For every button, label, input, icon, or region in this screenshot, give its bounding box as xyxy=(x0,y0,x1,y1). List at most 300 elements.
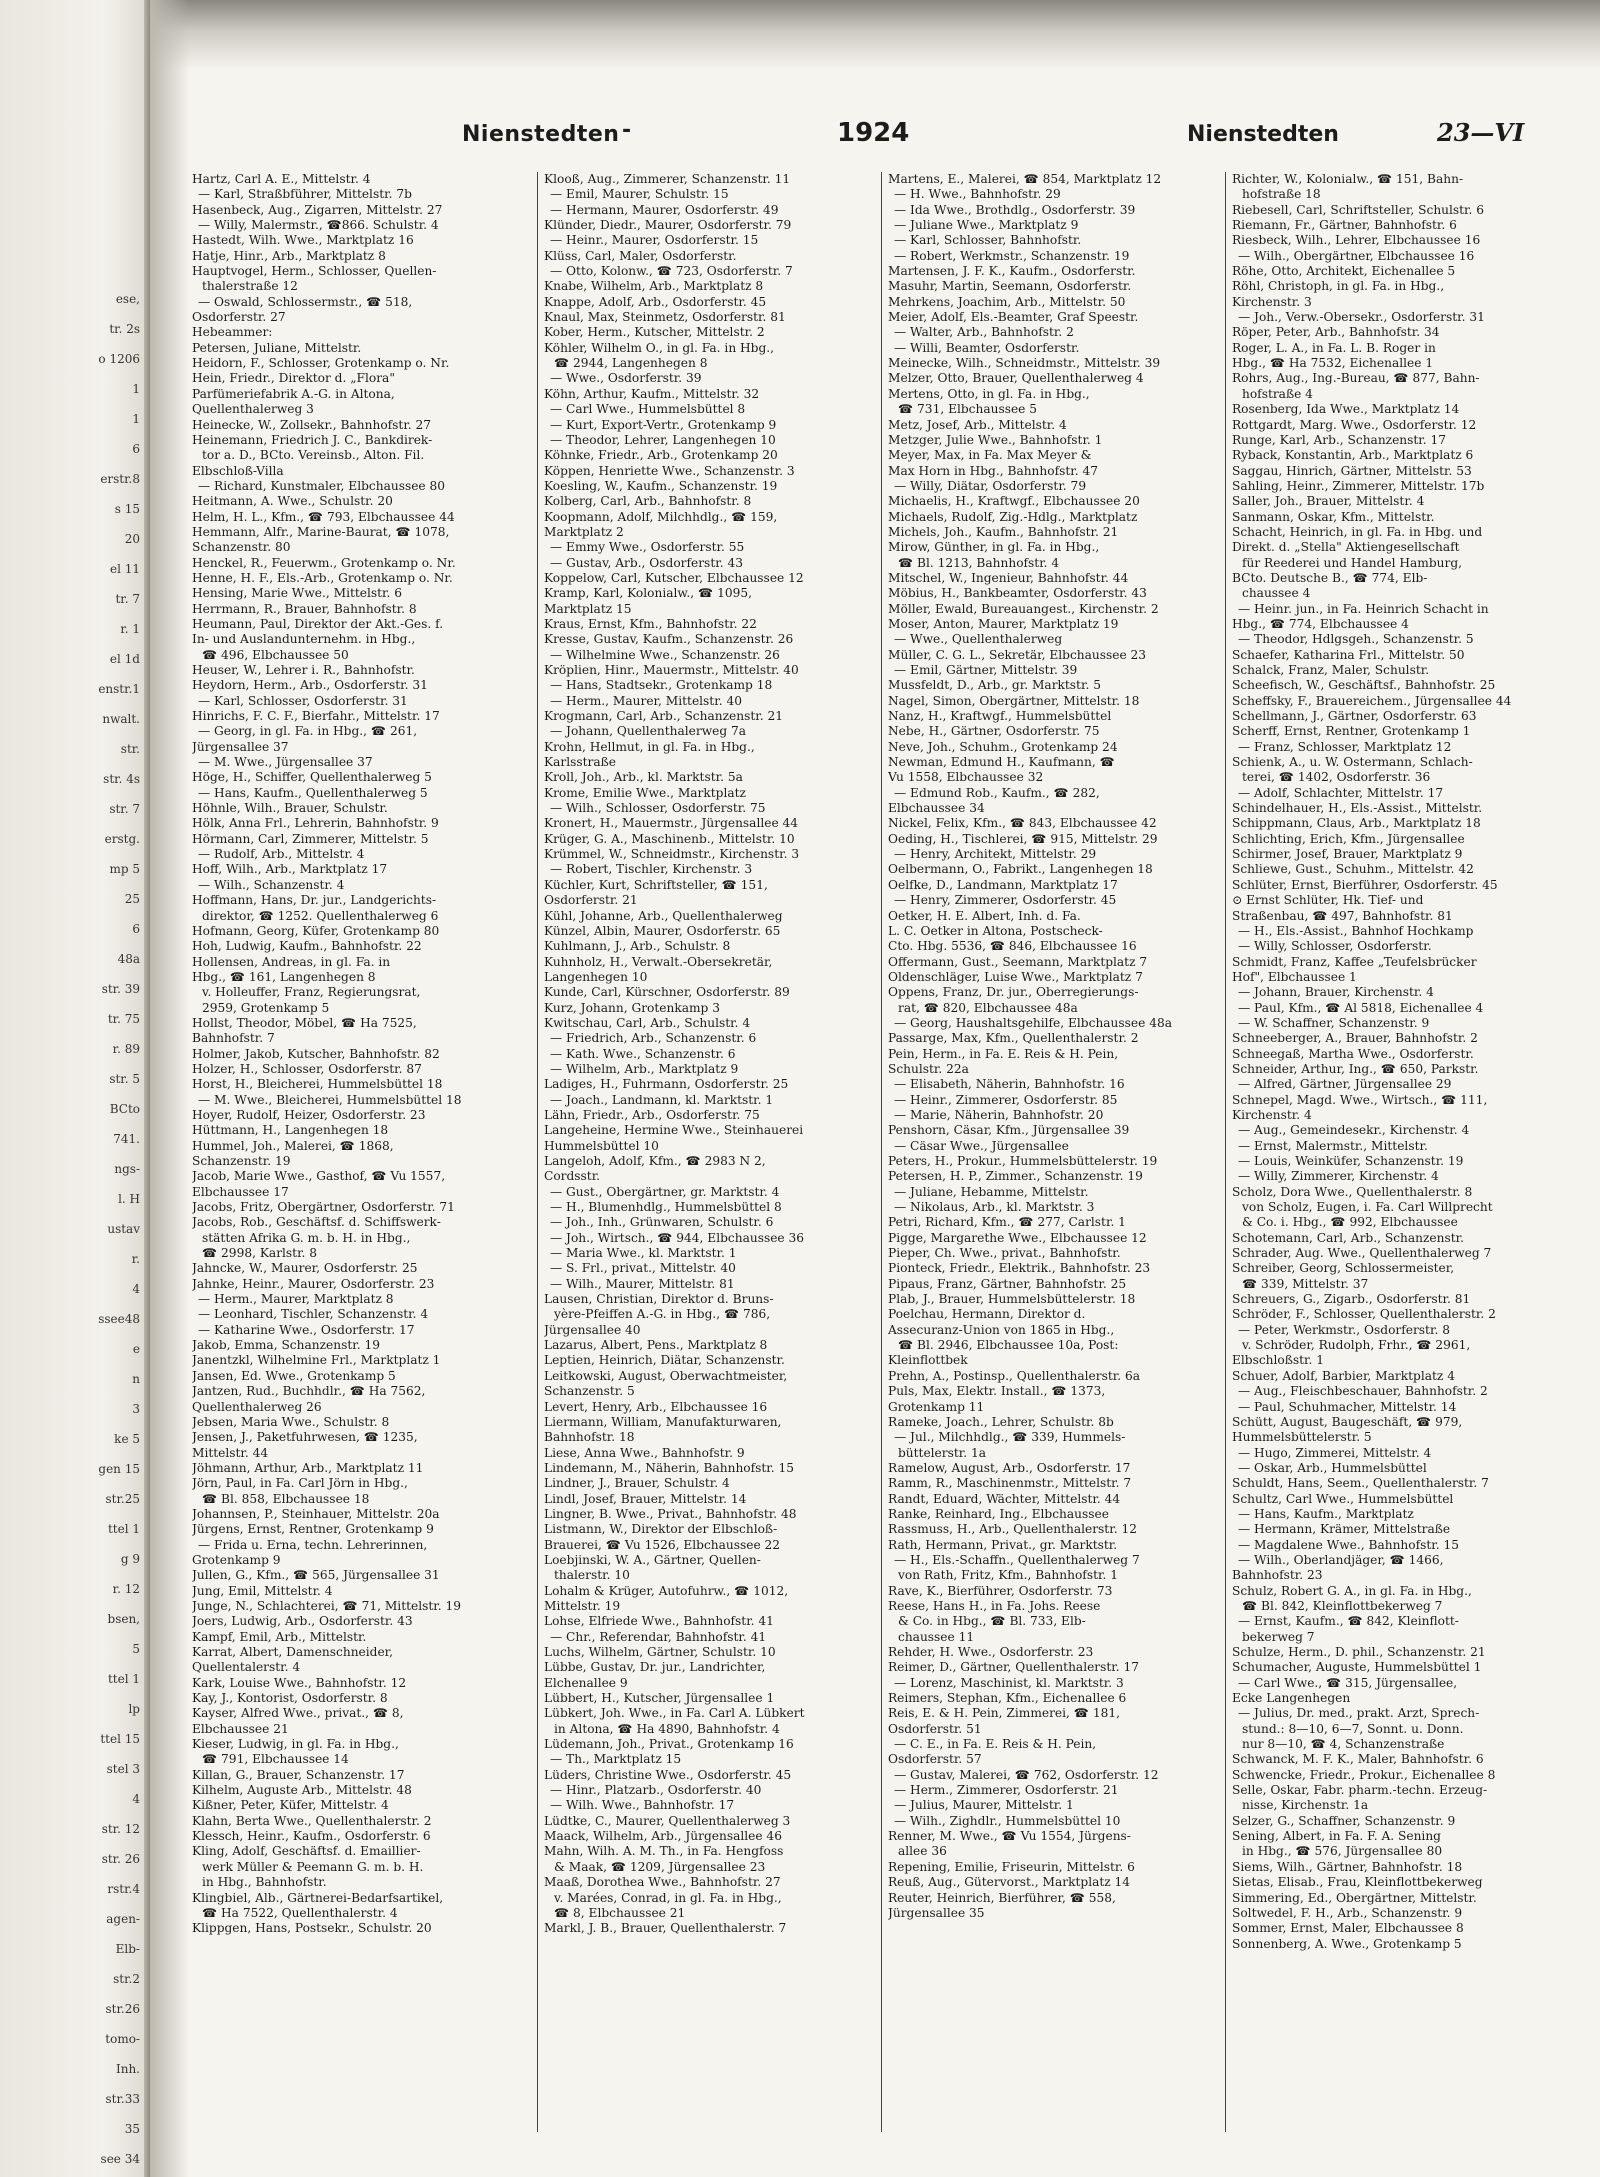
directory-entry: Schütt, August, Baugeschäft, ☎ 979, xyxy=(1232,1414,1463,1429)
directory-entry: Rosenberg, Ida Wwe., Marktplatz 14 xyxy=(1232,402,1460,417)
directory-columns xyxy=(192,172,1562,2142)
directory-entry: — Gustav, Arb., Osdorferstr. 43 xyxy=(550,555,743,570)
directory-entry: Klahn, Berta Wwe., Quellenthalerstr. 2 xyxy=(192,1813,432,1828)
directory-entry: — Juliane Wwe., Marktplatz 9 xyxy=(894,218,1079,233)
directory-entry: Michaels, Rudolf, Zig.-Hdlg., Marktplatz xyxy=(888,509,1138,524)
adjacent-page-fragment: agen- xyxy=(106,1912,140,1926)
directory-entry: — Paul, Kfm., ☎ Al 5818, Eichenallee 4 xyxy=(1238,1000,1484,1015)
directory-entry: Jürgens, Ernst, Rentner, Grotenkamp 9 xyxy=(192,1522,434,1537)
adjacent-page-fragment: 3 xyxy=(132,1402,140,1416)
directory-entry: Kirchenstr. 4 xyxy=(1232,1107,1312,1122)
directory-entry: Killan, G., Brauer, Schanzenstr. 17 xyxy=(192,1767,405,1782)
directory-entry: Kroll, Joh., Arb., kl. Marktstr. 5a xyxy=(544,770,743,785)
directory-entry: — H., Els.-Schaffn., Quellenthalerweg 7 xyxy=(894,1552,1140,1567)
directory-entry: Marktplatz 2 xyxy=(544,524,624,539)
directory-entry: Masuhr, Martin, Seemann, Osdorferstr. xyxy=(888,279,1132,294)
directory-entry: Koppelow, Carl, Kutscher, Elbchaussee 12 xyxy=(544,570,804,585)
directory-entry: Peters, H., Prokur., Hummelsbüttelerstr. 19 xyxy=(888,1154,1158,1168)
directory-entry: Kronert, H., Mauermstr., Jürgensallee 44 xyxy=(544,816,799,831)
entry-continuation: v. Marées, Conrad, in gl. Fa. in Hbg., xyxy=(554,1890,782,1905)
directory-entry: — Magdalene Wwe., Bahnhofstr. 15 xyxy=(1238,1537,1460,1552)
directory-entry: — Willy, Zimmerer, Kirchenstr. 4 xyxy=(1238,1169,1439,1184)
directory-entry: — Wilh., Schanzenstr. 4 xyxy=(198,877,345,892)
directory-entry: Direkt. d. „Stella" Aktiengesellschaft xyxy=(1232,540,1460,555)
entry-continuation: stund.: 8—10, 6—7, Sonnt. u. Donn. xyxy=(1242,1721,1464,1736)
running-head-dash: - xyxy=(622,118,632,143)
directory-entry: Meier, Adolf, Els.-Beamter, Graf Speestr. xyxy=(888,310,1139,325)
directory-entry: Cto. Hbg. 5536, ☎ 846, Elbchaussee 16 xyxy=(888,939,1137,954)
directory-entry: — Wwe., Osdorferstr. 39 xyxy=(550,371,702,386)
directory-entry: — Wilh., Maurer, Mittelstr. 81 xyxy=(550,1276,735,1291)
entry-continuation: ☎ Bl. 858, Elbchaussee 18 xyxy=(202,1491,370,1506)
directory-entry: Künzel, Albin, Maurer, Osdorferstr. 65 xyxy=(544,923,781,938)
directory-entry: — Hans, Stadtsekr., Grotenkamp 18 xyxy=(550,678,773,693)
entry-continuation: & Co. in Hbg., ☎ Bl. 733, Elb- xyxy=(898,1614,1086,1629)
directory-entry: Oelbermann, O., Fabrikt., Langenhegen 18 xyxy=(888,862,1153,877)
directory-entry: Schnepel, Magd. Wwe., Wirtsch., ☎ 111, xyxy=(1232,1092,1488,1107)
directory-entry: Hastedt, Wilh. Wwe., Marktplatz 16 xyxy=(192,233,414,248)
directory-entry: Kurz, Johann, Grotenkamp 3 xyxy=(544,1000,720,1015)
directory-entry: Saggau, Hinrich, Gärtner, Mittelstr. 53 xyxy=(1232,463,1472,478)
directory-entry: Schlichting, Erich, Kfm., Jürgensallee xyxy=(1232,831,1465,846)
directory-entry: — Ernst, Kaufm., ☎ 842, Kleinflott- xyxy=(1238,1614,1459,1629)
directory-entry: Luchs, Wilhelm, Gärtner, Schulstr. 10 xyxy=(544,1645,776,1659)
directory-entry: — Nikolaus, Arb., kl. Marktstr. 3 xyxy=(894,1200,1095,1215)
directory-entry: Helm, H. L., Kfm., ☎ 793, Elbchaussee 44 xyxy=(192,509,455,524)
directory-entry: Krohn, Hellmut, in gl. Fa. in Hbg., xyxy=(544,739,755,754)
directory-entry: — Wilhelmine Wwe., Schanzenstr. 26 xyxy=(550,647,780,662)
adjacent-page-fragment: str. 39 xyxy=(101,982,140,996)
directory-entry: Jansen, Ed. Wwe., Grotenkamp 5 xyxy=(192,1368,396,1383)
directory-column-1 xyxy=(192,172,520,2142)
entry-continuation: tor a. D., BCto. Vereinsb., Alton. Fil. xyxy=(202,448,425,463)
directory-entry: Schanzenstr. 5 xyxy=(544,1384,635,1399)
directory-entry: — Aug., Fleischbeschauer, Bahnhofstr. 2 xyxy=(1238,1384,1488,1399)
entry-continuation: thalerstraße 12 xyxy=(202,279,298,294)
entry-continuation: werk Müller & Peemann G. m. b. H. xyxy=(202,1859,424,1874)
directory-entry: — W. Schaffner, Schanzenstr. 9 xyxy=(1238,1015,1430,1030)
directory-entry: Hummelsbüttelerstr. 5 xyxy=(1232,1430,1372,1445)
adjacent-page-fragment: el 1d xyxy=(109,652,140,666)
directory-entry: — Maria Wwe., kl. Marktstr. 1 xyxy=(550,1246,737,1261)
adjacent-page-fragment: tr. 2s xyxy=(109,322,140,336)
directory-entry: — Wilh., Oberlandjäger, ☎ 1466, xyxy=(1238,1552,1444,1567)
directory-entry: — Johann, Quellenthalerweg 7a xyxy=(550,724,747,739)
directory-entry: Straßenbau, ☎ 497, Bahnhofstr. 81 xyxy=(1232,908,1453,923)
directory-entry: Jörn, Paul, in Fa. Carl Jörn in Hbg., xyxy=(192,1476,408,1491)
adjacent-page-fragment: lp xyxy=(128,1702,140,1716)
directory-entry: — Wilhelm, Arb., Marktplatz 9 xyxy=(550,1061,739,1076)
directory-entry: — Hermann, Krämer, Mittelstraße xyxy=(1238,1522,1451,1537)
directory-entry: Kober, Herm., Kutscher, Mittelstr. 2 xyxy=(544,325,765,340)
directory-entry: Schneeberger, A., Brauer, Bahnhofstr. 2 xyxy=(1232,1031,1478,1046)
directory-entry: — Hugo, Zimmerei, Mittelstr. 4 xyxy=(1238,1445,1432,1460)
directory-entry: Herrmann, R., Brauer, Bahnhofstr. 8 xyxy=(192,601,417,616)
directory-entry: Ramm, R., Maschinenmstr., Mittelstr. 7 xyxy=(888,1476,1132,1491)
directory-entry: Prehn, A., Postinsp., Quellenthalerstr. 6a xyxy=(888,1368,1140,1383)
directory-entry: — Herm., Zimmerer, Osdorferstr. 21 xyxy=(894,1783,1119,1798)
directory-entry: Oppens, Franz, Dr. jur., Oberregierungs- xyxy=(888,985,1139,1000)
directory-entry: Hein, Friedr., Direktor d. „Flora" xyxy=(192,371,395,386)
running-head-left: Nienstedten xyxy=(462,122,620,147)
directory-entry: Sietas, Elisab., Frau, Kleinflottbekerweg xyxy=(1232,1875,1483,1890)
directory-entry: Schreuers, G., Zigarb., Osdorferstr. 81 xyxy=(1232,1292,1471,1307)
directory-entry: Selzer, G., Schaffner, Schanzenstr. 9 xyxy=(1232,1813,1456,1828)
adjacent-page-fragment: erstr.8 xyxy=(100,472,140,486)
running-head-right: Nienstedten xyxy=(1187,122,1339,147)
directory-entry: Küchler, Kurt, Schriftsteller, ☎ 151, xyxy=(544,877,768,892)
adjacent-page-fragment: ssee48 xyxy=(98,1312,140,1326)
directory-entry: Koesling, W., Kaufm., Schanzenstr. 19 xyxy=(544,478,778,493)
directory-entry: Osdorferstr. 57 xyxy=(888,1752,982,1767)
adjacent-page-fragment: 20 xyxy=(124,532,140,546)
adjacent-page-fragment: nwalt. xyxy=(102,712,140,726)
directory-entry: Schienk, A., u. W. Ostermann, Schlach- xyxy=(1232,755,1473,770)
directory-entry: Johannsen, P., Steinhauer, Mittelstr. 20a xyxy=(192,1506,440,1521)
directory-entry: — Georg, in gl. Fa. in Hbg., ☎ 261, xyxy=(198,724,418,739)
directory-entry: — Cäsar Wwe., Jürgensallee xyxy=(894,1138,1069,1153)
directory-entry: Hartz, Carl A. E., Mittelstr. 4 xyxy=(192,172,371,186)
directory-entry: Jebsen, Maria Wwe., Schulstr. 8 xyxy=(192,1414,390,1429)
directory-entry: Hummel, Joh., Malerei, ☎ 1868, xyxy=(192,1138,394,1153)
directory-entry: Rehder, H. Wwe., Osdorferstr. 23 xyxy=(888,1645,1094,1659)
directory-entry: Klessch, Heinr., Kaufm., Osdorferstr. 6 xyxy=(192,1829,431,1844)
directory-entry: Scherff, Ernst, Rentner, Grotenkamp 1 xyxy=(1232,724,1471,739)
directory-entry: Lohse, Elfriede Wwe., Bahnhofstr. 41 xyxy=(544,1614,774,1629)
adjacent-page-fragment: ngs- xyxy=(114,1162,140,1176)
directory-entry: Heinecke, W., Zollsekr., Bahnhofstr. 27 xyxy=(192,417,432,432)
directory-entry: Lazarus, Albert, Pens., Marktplatz 8 xyxy=(544,1338,768,1353)
directory-entry: Poelchau, Hermann, Direktor d. xyxy=(888,1307,1086,1322)
directory-entry: Jahncke, W., Maurer, Osdorferstr. 25 xyxy=(192,1261,418,1276)
directory-entry: Klooß, Aug., Zimmerer, Schanzenstr. 11 xyxy=(544,172,791,186)
entry-continuation: ☎ 2998, Karlstr. 8 xyxy=(202,1246,318,1261)
directory-entry: Vu 1558, Elbchaussee 32 xyxy=(888,770,1044,785)
directory-entry: — Leonhard, Tischler, Schanzenstr. 4 xyxy=(198,1307,429,1322)
directory-entry: Soltwedel, F. H., Arb., Schanzenstr. 9 xyxy=(1232,1905,1463,1920)
directory-entry: Markl, J. B., Brauer, Quellenthalerstr. 7 xyxy=(544,1921,787,1936)
directory-entry: Martens, E., Malerei, ☎ 854, Marktplatz 12 xyxy=(888,172,1162,186)
directory-entry: — Henry, Zimmerer, Osdorferstr. 45 xyxy=(894,893,1117,908)
entry-continuation: ☎ 339, Mittelstr. 37 xyxy=(1242,1276,1369,1291)
entry-continuation: thalerstr. 10 xyxy=(554,1568,630,1583)
directory-entry: Oetker, H. E. Albert, Inh. d. Fa. xyxy=(888,908,1081,923)
directory-entry: Jahnke, Heinr., Maurer, Osdorferstr. 23 xyxy=(192,1276,435,1291)
directory-entry: Lübbe, Gustav, Dr. jur., Landrichter, xyxy=(544,1660,766,1675)
directory-entry: Hollst, Theodor, Möbel, ☎ Ha 7525, xyxy=(192,1015,417,1030)
directory-entry: Ranke, Reinhard, Ing., Elbchaussee xyxy=(888,1506,1109,1521)
directory-entry: Schreiber, Georg, Schlossermeister, xyxy=(1232,1261,1455,1276)
directory-entry: Schlüter, Ernst, Bierführer, Osdorferstr. 45 xyxy=(1232,877,1498,892)
directory-entry: Michels, Joh., Kaufm., Bahnhofstr. 21 xyxy=(888,524,1119,539)
directory-entry: Lingner, B. Wwe., Privat., Bahnhofstr. 48 xyxy=(544,1506,797,1521)
directory-entry: Schulstr. 22a xyxy=(888,1061,969,1076)
adjacent-page-fragment: mp 5 xyxy=(109,862,140,876)
directory-entry: Pieper, Ch. Wwe., privat., Bahnhofstr. xyxy=(888,1246,1121,1261)
entry-continuation: in Hbg., Bahnhofstr. xyxy=(202,1875,327,1890)
directory-entry: Müller, C. G. L., Sekretär, Elbchaussee 23 xyxy=(888,647,1147,662)
directory-entry: Knappe, Adolf, Arb., Osdorferstr. 45 xyxy=(544,294,767,309)
adjacent-page-fragment: str. 5 xyxy=(109,1072,140,1086)
adjacent-page-fragment: str. 4s xyxy=(103,772,140,786)
entry-continuation: nisse, Kirchenstr. 1a xyxy=(1242,1798,1369,1813)
entry-continuation: nur 8—10, ☎ 4, Schanzenstraße xyxy=(1242,1737,1445,1752)
directory-entry: Lindner, J., Brauer, Schulstr. 4 xyxy=(544,1476,730,1491)
directory-entry: — Hans, Kaufm., Quellenthalerweg 5 xyxy=(198,785,428,800)
directory-entry: Hbg., ☎ 161, Langenhegen 8 xyxy=(192,969,376,984)
adjacent-page-fragment: rstr.4 xyxy=(107,1882,140,1896)
directory-entry: — Herm., Maurer, Marktplatz 8 xyxy=(198,1292,394,1307)
directory-entry: Jullen, G., Kfm., ☎ 565, Jürgensallee 31 xyxy=(192,1568,440,1583)
directory-entry: Heumann, Paul, Direktor der Akt.-Ges. f. xyxy=(192,616,444,631)
directory-entry: Newman, Edmund H., Kaufmann, ☎ xyxy=(888,755,1115,770)
directory-entry: Schippmann, Claus, Arb., Marktplatz 18 xyxy=(1232,816,1481,831)
adjacent-page-fragment: str. xyxy=(120,742,140,756)
directory-entry: — Carl Wwe., ☎ 315, Jürgensallee, xyxy=(1238,1675,1458,1690)
adjacent-page-fragment: str.2 xyxy=(113,1972,140,1986)
directory-entry: — Karl, Straßbführer, Mittelstr. 7b xyxy=(198,187,412,202)
directory-entry: Jürgensallee 35 xyxy=(888,1905,985,1920)
directory-entry: Holmer, Jakob, Kutscher, Bahnhofstr. 82 xyxy=(192,1046,440,1061)
directory-entry: Nanz, H., Kraftwgf., Hummelsbüttel xyxy=(888,709,1112,724)
directory-entry: — Emil, Gärtner, Mittelstr. 39 xyxy=(894,663,1078,677)
directory-entry: Schmidt, Franz, Kaffee „Teufelsbrücker xyxy=(1232,954,1477,969)
directory-entry: Levert, Henry, Arb., Elbchaussee 16 xyxy=(544,1399,768,1414)
directory-column-3 xyxy=(888,172,1216,2142)
directory-entry: Kay, J., Kontorist, Osdorferstr. 8 xyxy=(192,1691,388,1706)
directory-entry: Neve, Joh., Schuhm., Grotenkamp 24 xyxy=(888,739,1118,754)
adjacent-page-fragment: ustav xyxy=(107,1222,140,1236)
directory-entry: — Edmund Rob., Kaufm., ☎ 282, xyxy=(894,785,1100,800)
directory-entry: Höge, H., Schiffer, Quellenthalerweg 5 xyxy=(192,770,432,785)
directory-entry: Heidorn, F., Schlosser, Grotenkamp o. Nr. xyxy=(192,356,450,371)
directory-entry: — Herm., Maurer, Mittelstr. 40 xyxy=(550,693,742,708)
entry-continuation: ☎ 8, Elbchaussee 21 xyxy=(554,1905,686,1920)
directory-entry: — Joh., Verw.-Obersekr., Osdorferstr. 31 xyxy=(1238,310,1485,325)
adjacent-page-fragment: s 15 xyxy=(114,502,140,516)
directory-entry: Reimers, Stephan, Kfm., Eichenallee 6 xyxy=(888,1691,1127,1706)
directory-entry: — Henry, Architekt, Mittelstr. 29 xyxy=(894,847,1097,862)
directory-entry: — Hinr., Platzarb., Osdorferstr. 40 xyxy=(550,1783,762,1798)
adjacent-page-fragment: 25 xyxy=(124,892,140,906)
entry-continuation: ☎ Bl. 2946, Elbchaussee 10a, Post: xyxy=(898,1338,1119,1353)
directory-entry: — Hermann, Maurer, Osdorferstr. 49 xyxy=(550,202,779,217)
directory-entry: Röhl, Christoph, in gl. Fa. in Hbg., xyxy=(1232,279,1445,294)
directory-entry: — Ida Wwe., Brothdlg., Osdorferstr. 39 xyxy=(894,202,1136,217)
entry-continuation: ☎ 496, Elbchaussee 50 xyxy=(202,647,349,662)
directory-entry: Jakob, Emma, Schanzenstr. 19 xyxy=(192,1338,380,1353)
directory-entry: Heinemann, Friedrich J. C., Bankdirek- xyxy=(192,432,433,447)
adjacent-page-fragment: stel 3 xyxy=(106,1762,140,1776)
directory-entry: Junge, N., Schlachterei, ☎ 71, Mittelstr. 19 xyxy=(192,1598,461,1613)
directory-entry: Lübbert, H., Kutscher, Jürgensallee 1 xyxy=(544,1691,775,1706)
adjacent-page-fragment: n xyxy=(132,1372,140,1386)
directory-entry: Pipaus, Franz, Gärtner, Bahnhofstr. 25 xyxy=(888,1276,1127,1291)
directory-entry: Renner, M. Wwe., ☎ Vu 1554, Jürgens- xyxy=(888,1829,1131,1844)
directory-entry: — Heinr., Zimmerer, Osdorferstr. 85 xyxy=(894,1092,1118,1107)
directory-entry: Michaelis, H., Kraftwgf., Elbchaussee 20 xyxy=(888,494,1140,509)
adjacent-page-fragment: tomo- xyxy=(105,2032,140,2046)
directory-entry: Schultz, Carl Wwe., Hummelsbüttel xyxy=(1232,1491,1454,1506)
directory-entry: Heitmann, A. Wwe., Schulstr. 20 xyxy=(192,494,393,509)
entry-continuation: in Altona, ☎ Ha 4890, Bahnhofstr. 4 xyxy=(554,1721,780,1736)
directory-entry: ⊙ Ernst Schlüter, Hk. Tief- und xyxy=(1232,893,1424,908)
directory-entry: Bahnhofstr. 23 xyxy=(1232,1568,1323,1583)
directory-entry: Ecke Langenhegen xyxy=(1232,1691,1351,1706)
directory-entry: Höhnle, Wilh., Brauer, Schulstr. xyxy=(192,801,388,816)
adjacent-page-fragment: ttel 15 xyxy=(100,1732,140,1746)
entry-continuation: yère-Pfeiffen A.-G. in Hbg., ☎ 786, xyxy=(554,1307,771,1322)
directory-column-2 xyxy=(544,172,872,2142)
directory-entry: Klingbiel, Alb., Gärtnerei-Bedarfsartikel, xyxy=(192,1890,444,1905)
directory-entry: — Willy, Schlosser, Osdorferstr. xyxy=(1238,939,1432,954)
directory-entry: Listmann, W., Direktor der Elbschloß- xyxy=(544,1522,778,1537)
directory-entry: — Theodor, Hdlgsgeh., Schanzenstr. 5 xyxy=(1238,632,1474,647)
directory-entry: — Paul, Schuhmacher, Mittelstr. 14 xyxy=(1238,1399,1457,1414)
directory-entry: — Katharine Wwe., Osdorferstr. 17 xyxy=(198,1322,415,1337)
directory-entry: — Elisabeth, Näherin, Bahnhofstr. 16 xyxy=(894,1077,1125,1092)
directory-entry: Nickel, Felix, Kfm., ☎ 843, Elbchaussee 42 xyxy=(888,816,1157,831)
directory-entry: — Ernst, Malermstr., Mittelstr. xyxy=(1238,1138,1428,1153)
directory-entry: Koopmann, Adolf, Milchhdlg., ☎ 159, xyxy=(544,509,778,524)
directory-entry: — Emmy Wwe., Osdorferstr. 55 xyxy=(550,540,745,555)
directory-entry: Köhnke, Friedr., Arb., Grotenkamp 20 xyxy=(544,448,778,463)
directory-entry: Kieser, Ludwig, in gl. Fa. in Hbg., xyxy=(192,1737,399,1752)
directory-entry: — Wilh., Schlosser, Osdorferstr. 75 xyxy=(550,801,766,816)
directory-entry: Saller, Joh., Brauer, Mittelstr. 4 xyxy=(1232,494,1425,509)
directory-entry: Maaß, Dorothea Wwe., Bahnhofstr. 27 xyxy=(544,1875,781,1890)
entry-continuation: in Hbg., ☎ 576, Jürgensallee 80 xyxy=(1242,1844,1443,1859)
directory-entry: — Heinr. jun., in Fa. Heinrich Schacht in xyxy=(1238,601,1489,616)
directory-entry: Quellentalerstr. 4 xyxy=(192,1660,301,1675)
directory-entry: Schwencke, Friedr., Prokur., Eichenallee 8 xyxy=(1232,1767,1496,1782)
directory-entry: — Willy, Malermstr., ☎866. Schulstr. 4 xyxy=(198,218,439,233)
directory-entry: Klippgen, Hans, Postsekr., Schulstr. 20 xyxy=(192,1921,432,1936)
directory-entry: Krüger, G. A., Maschinenb., Mittelstr. 10 xyxy=(544,831,795,846)
directory-entry: Knabe, Wilhelm, Arb., Marktplatz 8 xyxy=(544,279,764,294)
entry-continuation: von Scholz, Eugen, i. Fa. Carl Willprecht xyxy=(1242,1200,1493,1215)
directory-entry: Hatje, Hinr., Arb., Marktplatz 8 xyxy=(192,248,386,263)
directory-entry: Lähn, Friedr., Arb., Osdorferstr. 75 xyxy=(544,1107,760,1122)
directory-entry: Elbchaussee 34 xyxy=(888,801,985,816)
directory-entry: — Theodor, Lehrer, Langenhegen 10 xyxy=(550,432,776,447)
adjacent-page-fragment: 35 xyxy=(124,2122,140,2136)
entry-continuation: ☎ Ha 7522, Quellenthalerstr. 4 xyxy=(202,1905,398,1920)
adjacent-page-fragment: 6 xyxy=(132,922,140,936)
directory-entry: — Joach., Landmann, kl. Marktstr. 1 xyxy=(550,1092,774,1107)
directory-entry: Lübkert, Joh. Wwe., in Fa. Carl A. Lübkert xyxy=(544,1706,805,1721)
directory-entry: Leptien, Heinrich, Diätar, Schanzenstr. xyxy=(544,1353,785,1368)
directory-entry: Hollensen, Andreas, in gl. Fa. in xyxy=(192,954,391,969)
directory-entry: Grotenkamp 11 xyxy=(888,1399,985,1414)
entry-continuation: chaussee 11 xyxy=(898,1629,975,1644)
directory-entry: — Friedrich, Arb., Schanzenstr. 6 xyxy=(550,1031,757,1046)
directory-entry: Rameke, Joach., Lehrer, Schulstr. 8b xyxy=(888,1414,1114,1429)
directory-entry: Hensing, Marie Wwe., Mittelstr. 6 xyxy=(192,586,403,601)
directory-entry: Hinrichs, F. C. F., Bierfahr., Mittelstr. 17 xyxy=(192,709,440,724)
directory-entry: — Louis, Weinküfer, Schanzenstr. 19 xyxy=(1238,1154,1464,1168)
directory-entry: Schulz, Robert G. A., in gl. Fa. in Hbg., xyxy=(1232,1583,1472,1598)
directory-entry: Loebjinski, W. A., Gärtner, Quellen- xyxy=(544,1552,761,1567)
directory-entry: Ladiges, H., Fuhrmann, Osdorferstr. 25 xyxy=(544,1077,789,1092)
entry-continuation: chaussee 4 xyxy=(1242,586,1311,601)
entry-continuation: büttelerstr. 1a xyxy=(898,1445,987,1460)
directory-entry: Jürgensallee 40 xyxy=(544,1322,641,1337)
directory-entry: — Wwe., Quellenthalerweg xyxy=(894,632,1063,647)
directory-entry: Köppen, Henriette Wwe., Schanzenstr. 3 xyxy=(544,463,795,478)
directory-entry: Riesbeck, Wilh., Lehrer, Elbchaussee 16 xyxy=(1232,233,1481,248)
directory-entry: Schuer, Adolf, Barbier, Marktplatz 4 xyxy=(1232,1368,1455,1383)
adjacent-page-fragment: el 11 xyxy=(109,562,140,576)
directory-entry: Lindemann, M., Näherin, Bahnhofstr. 15 xyxy=(544,1460,795,1475)
directory-entry: Krome, Emilie Wwe., Marktplatz xyxy=(544,785,746,800)
directory-entry: Hoff, Wilh., Arb., Marktplatz 17 xyxy=(192,862,388,877)
directory-entry: Jensen, J., Paketfuhrwesen, ☎ 1235, xyxy=(192,1430,418,1445)
adjacent-page-edge xyxy=(0,0,150,2177)
directory-entry: Martensen, J. F. K., Kaufm., Osdorferstr. xyxy=(888,264,1136,279)
directory-entry: — Wilh., Zighdlr., Hummelsbüttel 10 xyxy=(894,1813,1121,1828)
directory-entry: Jacob, Marie Wwe., Gasthof, ☎ Vu 1557, xyxy=(192,1169,446,1184)
directory-entry: Schirmer, Josef, Brauer, Marktplatz 9 xyxy=(1232,847,1463,862)
directory-entry: — Oskar, Arb., Hummelsbüttel xyxy=(1238,1460,1427,1475)
directory-entry: Kark, Louise Wwe., Bahnhofstr. 12 xyxy=(192,1675,407,1690)
directory-entry: Oeding, H., Tischlerei, ☎ 915, Mittelstr. 29 xyxy=(888,831,1158,846)
directory-entry: Klünder, Diedr., Maurer, Osdorferstr. 79 xyxy=(544,218,792,233)
directory-entry: Nagel, Simon, Obergärtner, Mittelstr. 18 xyxy=(888,693,1140,708)
directory-entry: Sanmann, Oskar, Kfm., Mittelstr. xyxy=(1232,509,1435,524)
entry-continuation: & Maak, ☎ 1209, Jürgensallee 23 xyxy=(554,1859,766,1874)
directory-entry: — Julius, Dr. med., prakt. Arzt, Sprech- xyxy=(1238,1706,1480,1721)
directory-entry: Schacht, Heinrich, in gl. Fa. in Hbg. und xyxy=(1232,524,1483,539)
directory-entry: Hemmann, Alfr., Marine-Baurat, ☎ 1078, xyxy=(192,524,450,539)
directory-entry: — Willy, Diätar, Osdorferstr. 79 xyxy=(894,478,1087,493)
directory-entry: — Aug., Gemeindesekr., Kirchenstr. 4 xyxy=(1238,1123,1470,1138)
directory-entry: Elbchaussee 17 xyxy=(192,1184,289,1199)
directory-entry: Kuhnholz, H., Verwalt.-Obersekretär, xyxy=(544,954,773,969)
directory-entry: Kuhlmann, J., Arb., Schulstr. 8 xyxy=(544,939,731,954)
page-number: 23—VI xyxy=(1437,118,1525,147)
directory-entry: Reimer, D., Gärtner, Quellenthalerstr. 17 xyxy=(888,1660,1140,1675)
directory-entry: Elbschloß-Villa xyxy=(192,463,284,478)
directory-entry: Scheefisch, W., Geschäftsf., Bahnhofstr. 25 xyxy=(1232,678,1496,693)
directory-entry: — Wilh., Obergärtner, Elbchaussee 16 xyxy=(1238,248,1475,263)
entry-continuation: v. Holleuffer, Franz, Regierungsrat, xyxy=(202,985,421,1000)
directory-entry: — Hans, Kaufm., Marktplatz xyxy=(1238,1506,1414,1521)
directory-entry: Henckel, R., Feuerwm., Grotenkamp o. Nr. xyxy=(192,555,456,570)
directory-entry: Schneegaß, Martha Wwe., Osdorferstr. xyxy=(1232,1046,1474,1061)
directory-entry: Oelfke, D., Landmann, Marktplatz 17 xyxy=(888,877,1118,892)
directory-entry: Heydorn, Herm., Arb., Osdorferstr. 31 xyxy=(192,678,428,693)
directory-entry: Schanzenstr. 19 xyxy=(192,1154,291,1168)
directory-entry: Rottgardt, Marg. Wwe., Osdorferstr. 12 xyxy=(1232,417,1477,432)
directory-entry: Meyer, Max, in Fa. Max Meyer & xyxy=(888,448,1092,463)
entry-continuation: bekerweg 7 xyxy=(1242,1629,1315,1644)
directory-entry: Plab, J., Brauer, Hummelsbüttelerstr. 18 xyxy=(888,1292,1136,1307)
directory-entry: — H., Els.-Assist., Bahnhof Hochkamp xyxy=(1238,923,1474,938)
directory-entry: Schliewe, Gust., Schuhm., Mittelstr. 42 xyxy=(1232,862,1474,877)
entry-continuation: hofstraße 18 xyxy=(1242,187,1321,202)
directory-entry: Elbschloßstr. 1 xyxy=(1232,1353,1325,1368)
adjacent-page-fragment: gen 15 xyxy=(98,1462,140,1476)
directory-entry: Hoh, Ludwig, Kaufm., Bahnhofstr. 22 xyxy=(192,939,422,954)
directory-entry: Pein, Herm., in Fa. E. Reis & H. Pein, xyxy=(888,1046,1119,1061)
directory-entry: Möller, Ewald, Bureauangest., Kirchenstr. 2 xyxy=(888,601,1159,616)
adjacent-page-fragment: tr. 75 xyxy=(107,1012,140,1026)
directory-entry: — Kath. Wwe., Schanzenstr. 6 xyxy=(550,1046,736,1061)
entry-continuation: hofstraße 4 xyxy=(1242,386,1313,401)
directory-entry: — Alfred, Gärtner, Jürgensallee 29 xyxy=(1238,1077,1452,1092)
directory-entry: Mahn, Wilh. A. M. Th., in Fa. Hengfoss xyxy=(544,1844,784,1859)
